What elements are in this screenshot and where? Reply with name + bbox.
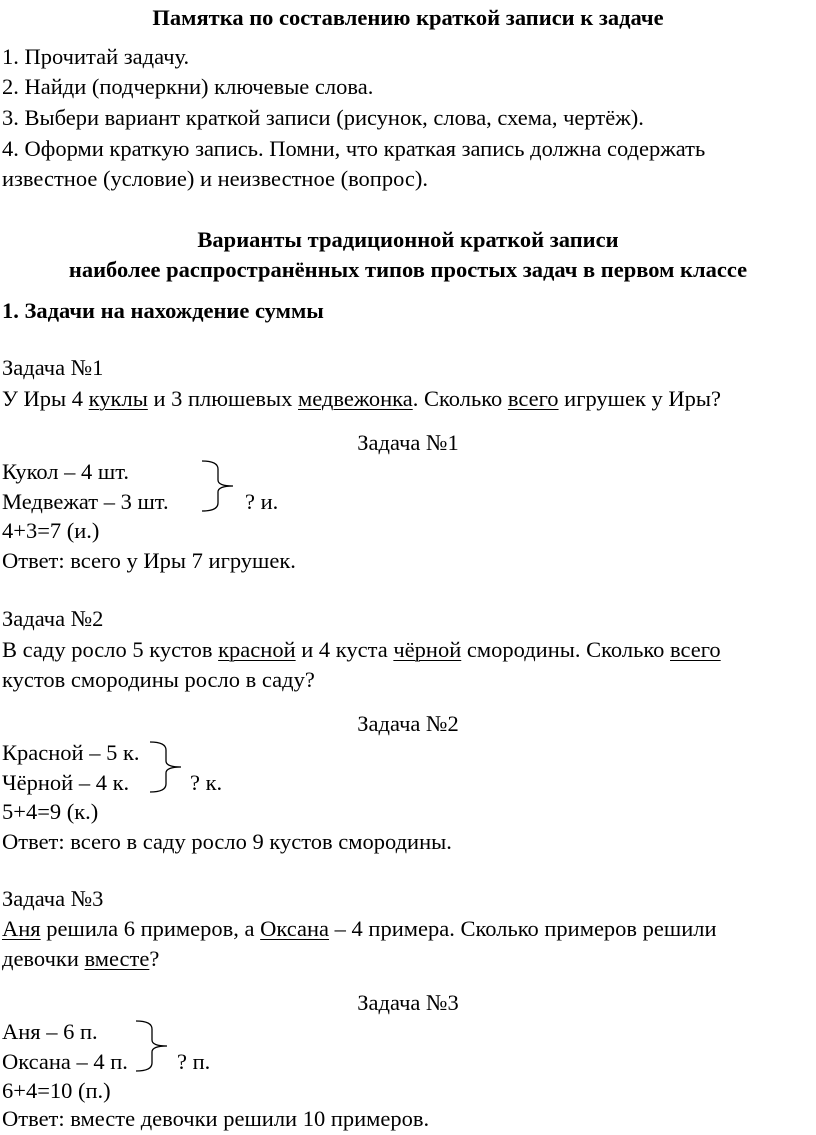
task-2-question: ? к. bbox=[190, 770, 223, 795]
memo-title: Памятка по составлению краткой записи к задаче bbox=[152, 5, 664, 30]
variants-heading-line-1: Варианты традиционной краткой записи bbox=[197, 227, 619, 252]
task-1-row-2: Медвежат – 3 шт. bbox=[2, 489, 169, 514]
task-3-row-1: Аня – 6 п. bbox=[2, 1019, 98, 1044]
task-3-row-2: Оксана – 4 п. bbox=[2, 1049, 128, 1074]
task-1-answer: Ответ: всего у Иры 7 игрушек. bbox=[2, 548, 296, 573]
task-1-question: ? и. bbox=[245, 489, 279, 514]
task-3-answer: Ответ: вместе девочки решили 10 примеров. bbox=[2, 1106, 430, 1131]
task-2-brace bbox=[148, 741, 188, 793]
task-1-brace bbox=[200, 460, 240, 512]
step-3: 3. Выбери вариант краткой записи (рисунок, слова, схема, чертёж). bbox=[2, 105, 644, 130]
task-1-text: У Иры 4 куклы и 3 плюшевых медвежонка. Сколько всего игрушек у Иры? bbox=[2, 386, 721, 411]
task-2-label: Задача №2 bbox=[2, 606, 104, 631]
step-4: 4. Оформи краткую запись. Помни, что краткая запись должна содержать bbox=[2, 136, 706, 161]
step-4-continued: известное (условие) и неизвестное (вопрос). bbox=[2, 166, 429, 191]
task-1-record-title: Задача №1 bbox=[357, 430, 459, 455]
task-3-brace bbox=[134, 1020, 174, 1072]
task-2-row-1: Красной – 5 к. bbox=[2, 740, 140, 765]
task-1-label: Задача №1 bbox=[2, 355, 104, 380]
task-3-solution: 6+4=10 (п.) bbox=[2, 1078, 111, 1103]
task-3-record-title: Задача №3 bbox=[357, 990, 459, 1015]
task-3-text: Аня решила 6 примеров, а Оксана – 4 примера. Сколько примеров решили bbox=[2, 916, 717, 941]
task-2-answer: Ответ: всего в саду росло 9 кустов смородины. bbox=[2, 829, 452, 854]
task-2-record-title: Задача №2 bbox=[357, 711, 459, 736]
task-2-row-2: Чёрной – 4 к. bbox=[2, 770, 130, 795]
variants-heading-line-2: наиболее распространённых типов простых задач в первом классе bbox=[68, 257, 748, 282]
section-1-title: 1. Задачи на нахождение суммы bbox=[2, 298, 324, 323]
task-1-row-1: Кукол – 4 шт. bbox=[2, 459, 130, 484]
task-3-label: Задача №3 bbox=[2, 886, 104, 911]
task-3-question: ? п. bbox=[177, 1049, 211, 1074]
step-1: 1. Прочитай задачу. bbox=[2, 44, 190, 69]
task-2-solution: 5+4=9 (к.) bbox=[2, 799, 99, 824]
step-2: 2. Найди (подчеркни) ключевые слова. bbox=[2, 74, 374, 99]
task-2-text-line-2: кустов смородины росло в саду? bbox=[2, 667, 315, 692]
task-3-text-line-2: девочки вместе? bbox=[2, 946, 160, 971]
task-1-solution: 4+3=7 (и.) bbox=[2, 518, 100, 543]
task-2-text: В саду росло 5 кустов красной и 4 куста чёрной смородины. Сколько всего bbox=[2, 637, 721, 662]
